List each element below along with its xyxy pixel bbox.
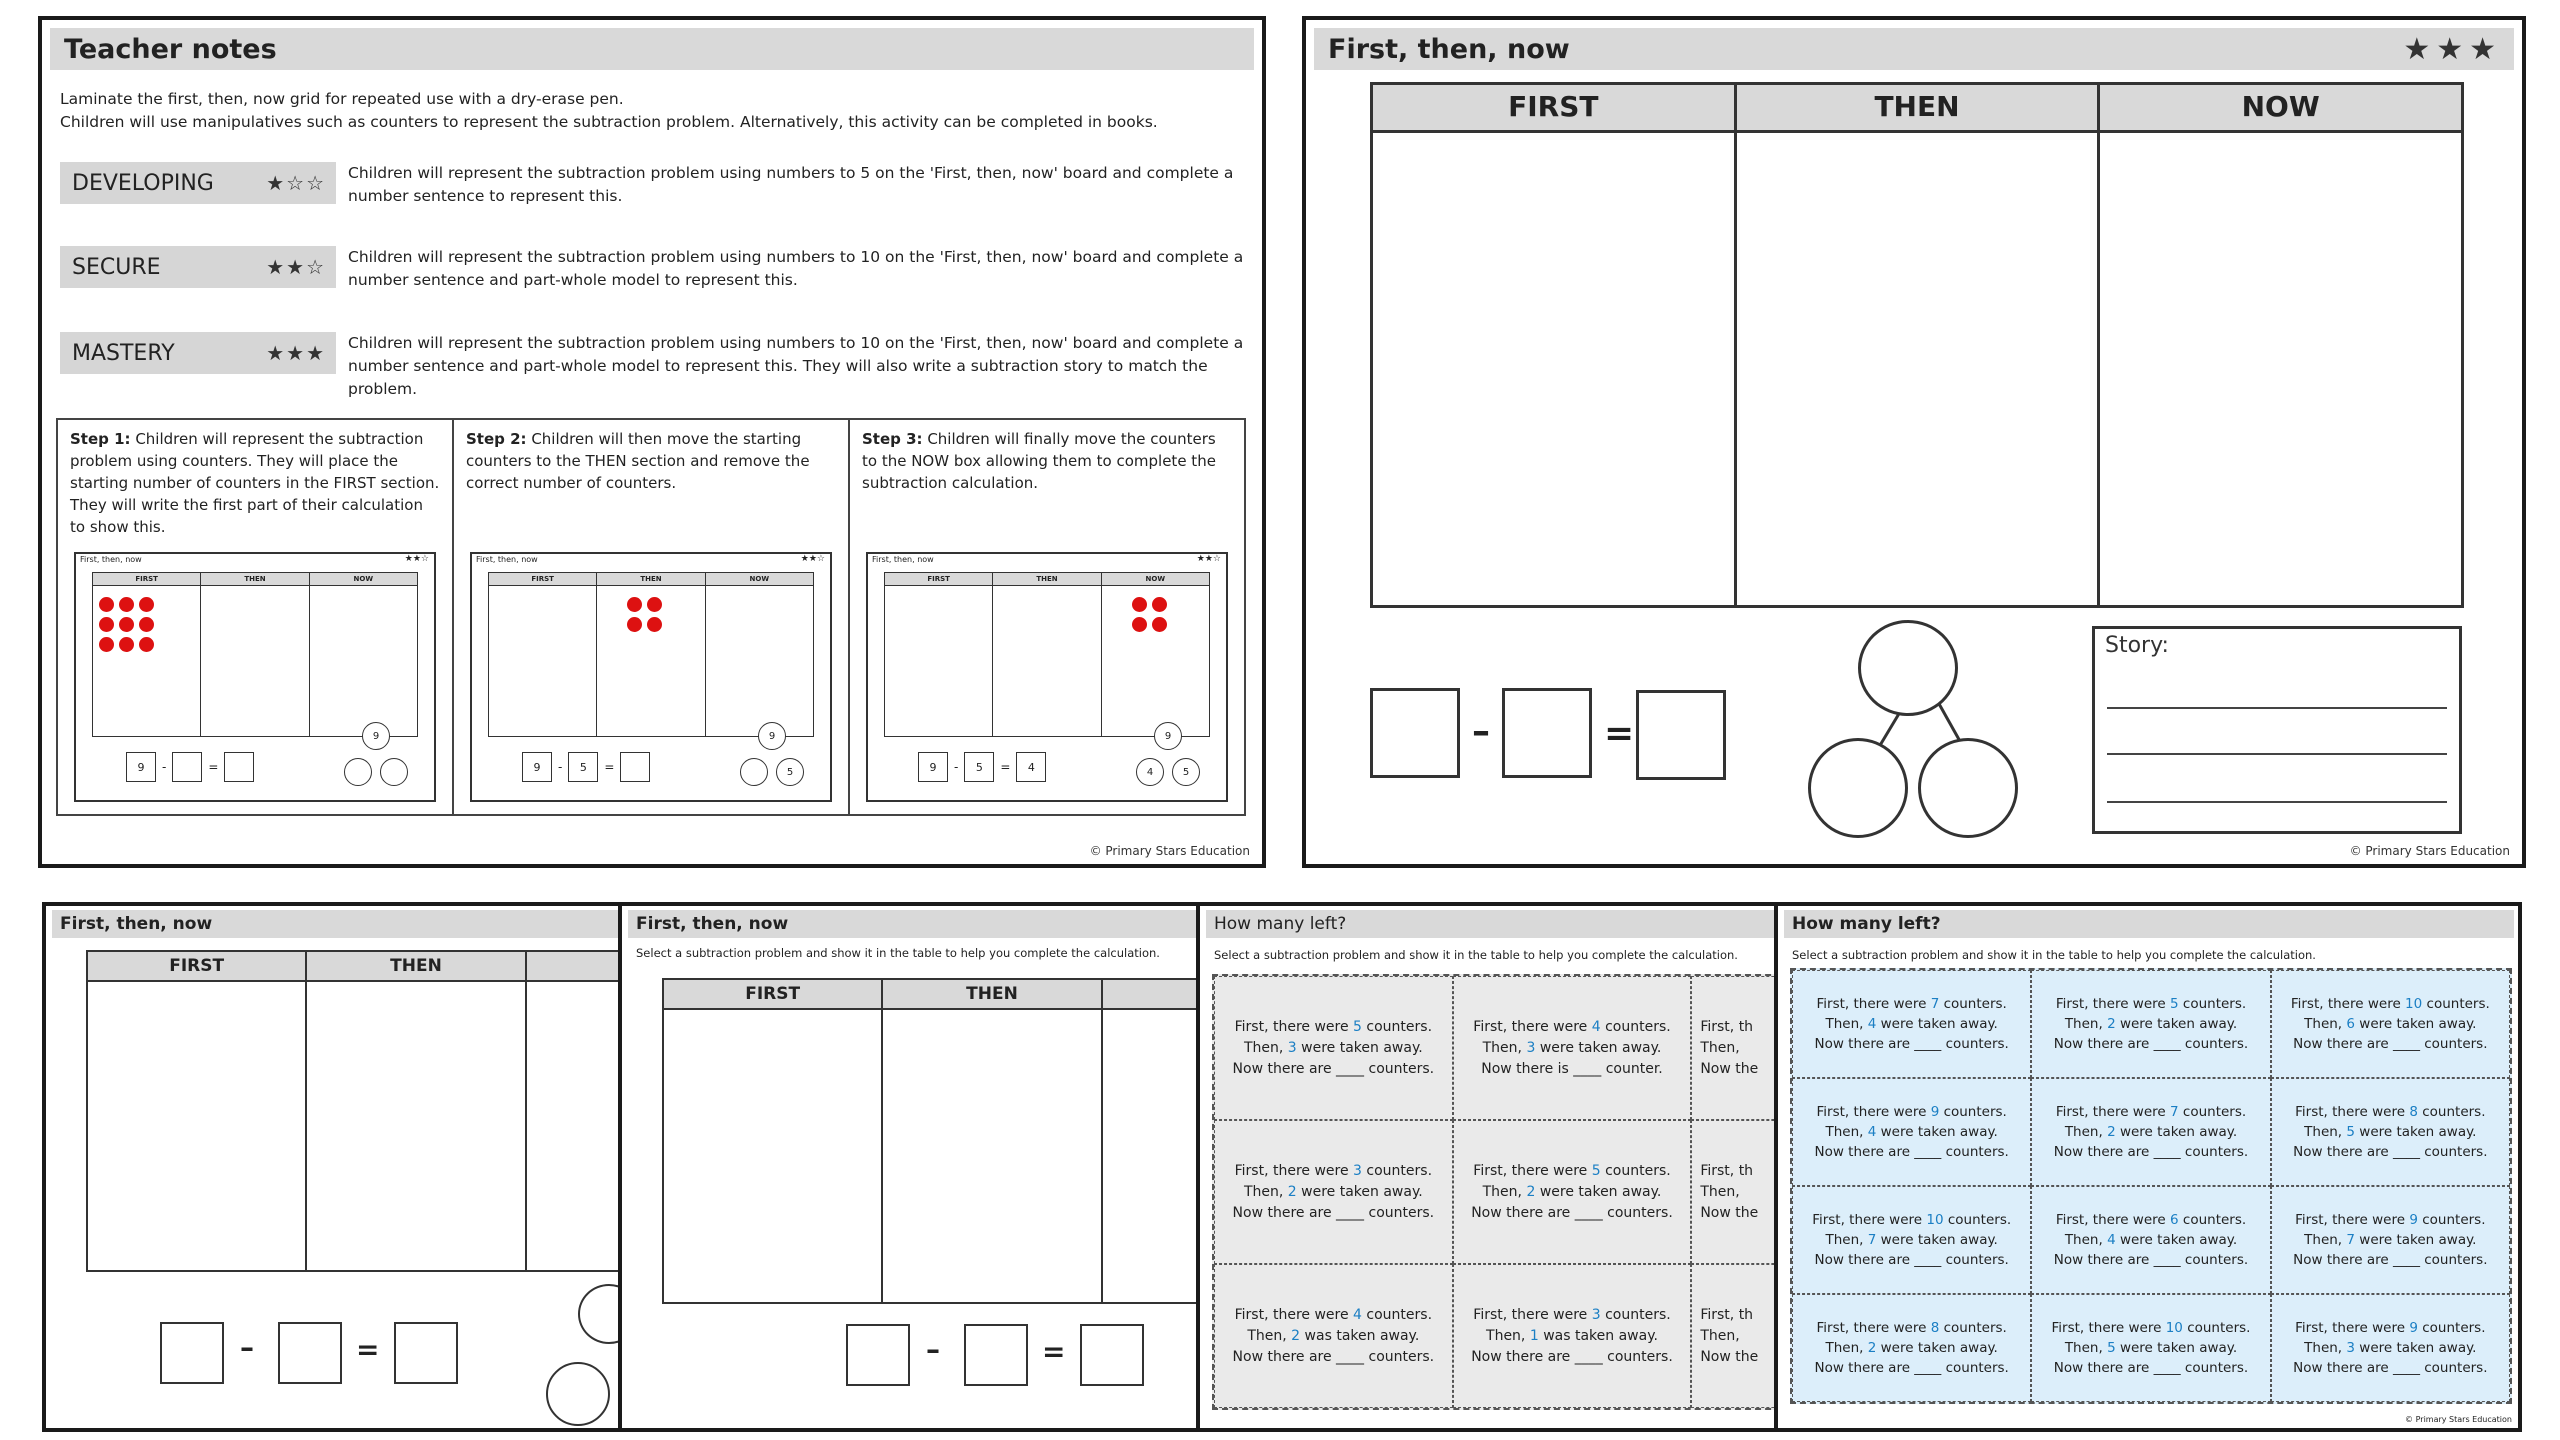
problem-card[interactable]: First, there were 5 counters. Then, 2 were taken away. Now there are ____ counters. bbox=[2031, 970, 2270, 1078]
thumb2-box-1[interactable] bbox=[846, 1324, 910, 1386]
story-label: Story: bbox=[2105, 633, 2169, 658]
problem-card[interactable]: First, there were 9 counters. Then, 7 were taken away. Now there are ____ counters. bbox=[2271, 1186, 2510, 1294]
mini-stars-icon: ★★☆ bbox=[800, 554, 825, 564]
step-2-mini-board: First, then, now ★★☆ FIRST THEN NOW 9 - 5 = 9 5 bbox=[470, 552, 832, 802]
two-star-icon: ★★☆ bbox=[266, 255, 326, 279]
thumb1-table: FIRST THEN bbox=[86, 950, 622, 1272]
step-2 bbox=[454, 420, 850, 814]
three-star-icon: ★★★ bbox=[266, 341, 326, 365]
intro-line-2: Children will use manipulatives such as counters to represent the subtraction problem. Alternatively, this activity can be completed in books. bbox=[60, 113, 1158, 131]
thumb2-title-bar: First, then, now bbox=[628, 910, 1200, 938]
step-1-text: Step 1: Children will represent the subtraction problem using counters. They will place the starting number of counters in the FIRST section. They will write the first part of their calculation to show this. bbox=[70, 430, 440, 536]
counters-9 bbox=[99, 597, 154, 652]
part-circle-right[interactable] bbox=[1918, 738, 2018, 838]
problem-card[interactable]: First, there were 4 counters. Then, 3 were taken away. Now there is ____ counter. bbox=[1453, 976, 1692, 1120]
level-developing-desc: Children will represent the subtraction problem using numbers to 5 on the 'First, then, now' board and complete a number sentence to represent this. bbox=[348, 164, 1234, 205]
thumb4-copyright: © Primary Stars Education bbox=[2405, 1415, 2512, 1424]
mini-part-whole: 9 bbox=[342, 722, 412, 792]
thumb1-whole-circle bbox=[578, 1284, 622, 1344]
problem-card[interactable]: First, there were 3 counters. Then, 2 were taken away. Now there are ____ counters. bbox=[1214, 1120, 1453, 1264]
thumb4-title-bar: How many left? bbox=[1784, 910, 2514, 938]
thumb1-title-bar: First, then, now bbox=[52, 910, 622, 938]
steps-panel bbox=[56, 418, 1246, 816]
one-star-icon: ★☆☆ bbox=[266, 171, 326, 195]
teacher-notes-title: Teacher notes bbox=[64, 33, 277, 65]
step-1 bbox=[58, 420, 454, 814]
header-first: FIRST bbox=[1373, 85, 1734, 133]
equation-box-2[interactable] bbox=[1502, 688, 1592, 778]
thumb4-card-grid bbox=[1790, 968, 2512, 1404]
problem-card[interactable]: First, there were 7 counters. Then, 2 were taken away. Now there are ____ counters. bbox=[2031, 1078, 2270, 1186]
part-circle-left[interactable] bbox=[1808, 738, 1908, 838]
problem-card-cut[interactable]: First, th Then, Now the bbox=[1691, 1120, 1778, 1264]
thumb3-title-bar: How many left? bbox=[1206, 910, 1778, 938]
thumb2-table: FIRST THEN bbox=[662, 978, 1200, 1304]
mini-part-whole: 9 5 bbox=[738, 722, 808, 792]
problem-card[interactable]: First, there were 10 counters. Then, 7 were taken away. Now there are ____ counters. bbox=[1792, 1186, 2031, 1294]
level-mastery-desc: Children will represent the subtraction problem using numbers to 10 on the 'First, then, now' board and complete a number sentence and part-whole model to represent this. They will also write a subtraction story to match the problem. bbox=[348, 334, 1244, 398]
thumb-cards-2 bbox=[1778, 906, 2522, 1428]
problem-card[interactable]: First, there were 5 counters. Then, 2 were taken away. Now there are ____ counters. bbox=[1453, 1120, 1692, 1264]
problem-card[interactable]: First, there were 10 counters. Then, 6 were taken away. Now there are ____ counters. bbox=[2271, 970, 2510, 1078]
board-title-bar bbox=[1314, 28, 2514, 70]
counters-4 bbox=[627, 597, 662, 632]
thumb2-instruction: Select a subtraction problem and show it in the table to help you complete the calculation. bbox=[636, 946, 1160, 960]
step-3-text: Step 3: Children will finally move the counters to the NOW box allowing them to complete the subtraction calculation. bbox=[862, 430, 1216, 492]
problem-card[interactable]: First, there were 8 counters. Then, 5 were taken away. Now there are ____ counters. bbox=[2271, 1078, 2510, 1186]
problem-card[interactable]: First, there were 9 counters. Then, 4 were taken away. Now there are ____ counters. bbox=[1792, 1078, 2031, 1186]
problem-card-cut[interactable]: First, th Then, Now the bbox=[1691, 1264, 1778, 1408]
thumb-board-1: First, then, now FIRST THEN – = bbox=[46, 906, 622, 1428]
story-line-3[interactable] bbox=[2107, 801, 2447, 803]
problem-card-cut[interactable]: First, th Then, Now the bbox=[1691, 976, 1778, 1120]
thumb1-part-circle bbox=[546, 1362, 610, 1426]
first-then-now-table bbox=[1370, 82, 2464, 608]
counters-4 bbox=[1132, 597, 1167, 632]
teacher-notes-slide bbox=[38, 16, 1266, 868]
step-3-mini-board: First, then, now ★★☆ FIRST THEN NOW 9 - 5 = 4 9 4 5 bbox=[866, 552, 1228, 802]
story-line-2[interactable] bbox=[2107, 753, 2447, 755]
thumb-cards-1 bbox=[1200, 906, 1778, 1428]
problem-card[interactable]: First, there were 3 counters. Then, 1 was taken away. Now there are ____ counters. bbox=[1453, 1264, 1692, 1408]
teacher-notes-title-bar bbox=[50, 28, 1254, 70]
thumb4-instruction: Select a subtraction problem and show it in the table to help you complete the calculation. bbox=[1792, 948, 2316, 962]
level-secure-desc: Children will represent the subtraction problem using numbers to 10 on the 'First, then, now' board and complete a number sentence and part-whole model to represent this. bbox=[348, 248, 1244, 289]
problem-card[interactable]: First, there were 9 counters. Then, 3 were taken away. Now there are ____ counters. bbox=[2271, 1294, 2510, 1402]
copyright: © Primary Stars Education bbox=[1089, 844, 1250, 858]
step-1-mini-board: First, then, now ★★☆ FIRST THEN NOW 9 - = 9 bbox=[74, 552, 436, 802]
mini-stars-icon: ★★☆ bbox=[1196, 554, 1221, 564]
mini-stars-icon: ★★☆ bbox=[404, 554, 429, 564]
thumb2-box-3[interactable] bbox=[1080, 1324, 1144, 1386]
step-2-text: Step 2: Children will then move the starting counters to the THEN section and remove the correct number of counters. bbox=[466, 430, 810, 492]
level-secure-label: SECURE ★★☆ bbox=[60, 246, 336, 288]
thumb-board-2: First, then, now Select a subtraction problem and show it in the table to help you complete the calculation. FIRST THEN – = bbox=[622, 906, 1200, 1428]
equation-box-3[interactable] bbox=[1636, 690, 1726, 780]
level-mastery-label: MASTERY ★★★ bbox=[60, 332, 336, 374]
mini-equation: 9 - 5 = bbox=[522, 752, 650, 782]
thumb2-box-2[interactable] bbox=[964, 1324, 1028, 1386]
equation-box-1[interactable] bbox=[1370, 688, 1460, 778]
problem-card[interactable]: First, there were 6 counters. Then, 4 were taken away. Now there are ____ counters. bbox=[2031, 1186, 2270, 1294]
equals-sign: = bbox=[1604, 713, 1635, 754]
whole-circle[interactable] bbox=[1858, 620, 1958, 716]
problem-card[interactable]: First, there were 4 counters. Then, 2 was taken away. Now there are ____ counters. bbox=[1214, 1264, 1453, 1408]
intro-line-1: Laminate the first, then, now grid for repeated use with a dry-erase pen. bbox=[60, 90, 624, 108]
level-developing-label: DEVELOPING ★☆☆ bbox=[60, 162, 336, 204]
thumb3-instruction: Select a subtraction problem and show it in the table to help you complete the calculation. bbox=[1214, 948, 1738, 962]
thumb1-box-2[interactable] bbox=[278, 1322, 342, 1384]
board-slide bbox=[1302, 16, 2526, 868]
header-now: NOW bbox=[2100, 85, 2461, 133]
header-then: THEN bbox=[1737, 85, 2098, 133]
problem-card[interactable]: First, there were 7 counters. Then, 4 were taken away. Now there are ____ counters. bbox=[1792, 970, 2031, 1078]
board-title: First, then, now bbox=[1328, 33, 1570, 65]
story-box[interactable] bbox=[2092, 626, 2462, 834]
three-star-icon: ★★★ bbox=[2403, 32, 2502, 67]
problem-card[interactable]: First, there were 8 counters. Then, 2 were taken away. Now there are ____ counters. bbox=[1792, 1294, 2031, 1402]
thumb3-card-grid bbox=[1212, 974, 1778, 1410]
thumb1-box-1[interactable] bbox=[160, 1322, 224, 1384]
story-line-1[interactable] bbox=[2107, 707, 2447, 709]
teacher-intro bbox=[60, 88, 1250, 134]
worksheet-strip bbox=[42, 902, 2522, 1432]
copyright: © Primary Stars Education bbox=[2349, 844, 2510, 858]
step-3 bbox=[850, 420, 1244, 814]
mini-equation: 9 - 5 = 4 bbox=[918, 752, 1046, 782]
thumb1-box-3[interactable] bbox=[394, 1322, 458, 1384]
problem-card[interactable]: First, there were 10 counters. Then, 5 were taken away. Now there are ____ counters. bbox=[2031, 1294, 2270, 1402]
mini-part-whole: 9 4 5 bbox=[1134, 722, 1204, 792]
minus-sign: – bbox=[1472, 711, 1490, 752]
mini-equation: 9 - = bbox=[126, 752, 254, 782]
problem-card[interactable]: First, there were 5 counters. Then, 3 were taken away. Now there are ____ counters. bbox=[1214, 976, 1453, 1120]
